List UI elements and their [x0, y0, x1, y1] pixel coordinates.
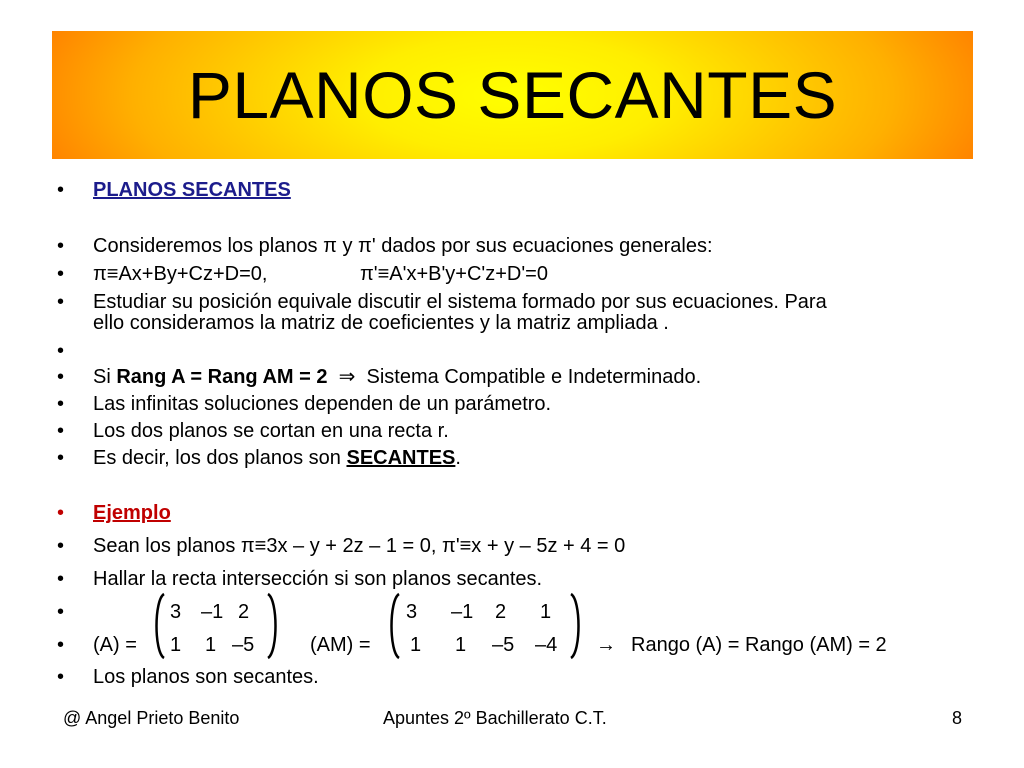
bullet: •: [57, 502, 65, 524]
footer-author: @ Angel Prieto Benito: [63, 708, 240, 728]
matrix-am-cell: 1: [455, 634, 467, 656]
example-task: Hallar la recta intersección si son planos secantes.: [93, 568, 543, 590]
result-arrow-icon: →: [596, 634, 616, 656]
implies-arrow: ⇒: [338, 366, 356, 388]
footer-page-number: 8: [952, 708, 963, 728]
matrix-a-cell: –1: [201, 601, 224, 623]
bullet: •: [57, 420, 65, 442]
matrix-am-cell: 1: [540, 601, 552, 623]
plane-equation-2: π'≡A'x+B'y+C'z+D'=0: [360, 263, 548, 285]
bullet: •: [57, 568, 65, 590]
bullet: •: [57, 535, 65, 557]
matrix-am-cell: 2: [495, 601, 507, 623]
matrix-am-label: (AM) =: [310, 634, 371, 656]
plane-equation-1: π≡Ax+By+Cz+D=0,: [93, 263, 268, 285]
bullet: •: [57, 291, 65, 313]
solutions-text: Las infinitas soluciones dependen de un parámetro.: [93, 393, 552, 415]
matrix-am-cell: –5: [492, 634, 515, 656]
rank-condition: [93, 365, 701, 389]
matrix-am-cell: –1: [451, 601, 474, 623]
bullet: •: [57, 263, 65, 285]
rank-equality: Rang A = Rang AM = 2: [116, 366, 328, 388]
bullet: •: [57, 366, 65, 388]
matrix-a-label: (A) =: [93, 634, 137, 656]
right-bracket-a: [268, 594, 276, 658]
bullet: •: [57, 340, 65, 362]
conclusion-text: Los planos son secantes.: [93, 666, 319, 688]
matrix-a-cell: 3: [170, 601, 182, 623]
system-type: Sistema Compatible e Indeterminado.: [366, 366, 702, 388]
bullet: •: [57, 666, 65, 688]
matrix-am-cell: –4: [535, 634, 558, 656]
right-bracket-am: [571, 594, 579, 658]
bullet: •: [57, 447, 65, 469]
example-planes: Sean los planos π≡3x – y + 2z – 1 = 0, π'≡x + y – 5z + 4 = 0: [93, 535, 626, 557]
matrix-am-cell: 3: [406, 601, 418, 623]
bullet: •: [57, 235, 65, 257]
matrix-a-cell: 1: [205, 634, 217, 656]
secantes-text: [93, 446, 461, 470]
rank-result: Rango (A) = Rango (AM) = 2: [631, 634, 887, 656]
matrix-a-cell: 2: [238, 601, 250, 623]
consider-text: Consideremos los planos π y π' dados por sus ecuaciones generales:: [93, 235, 713, 257]
example-heading: Ejemplo: [93, 502, 171, 524]
bullet: •: [57, 393, 65, 415]
secantes-word: SECANTES: [346, 447, 456, 469]
secantes-pre: Es decir, los dos planos son: [93, 447, 347, 469]
rank-pre: Si: [93, 366, 117, 388]
study-text-line1: Estudiar su posición equivale discutir el sistema formado por sus ecuaciones. Para: [93, 291, 827, 313]
matrix-a-cell: –5: [232, 634, 255, 656]
left-bracket-a: [157, 594, 165, 658]
matrix-am-cell: 1: [410, 634, 422, 656]
secantes-post: .: [455, 447, 461, 469]
bullet: •: [57, 179, 65, 201]
planes-cut-text: Los dos planos se cortan en una recta r.: [93, 420, 449, 442]
footer-course: Apuntes 2º Bachillerato C.T.: [383, 708, 607, 728]
title-banner: [52, 31, 973, 159]
study-text-line2: ello consideramos la matriz de coeficientes y la matriz ampliada .: [93, 312, 669, 334]
section-heading: PLANOS SECANTES: [93, 179, 291, 201]
slide-title: PLANOS SECANTES: [187, 58, 838, 132]
bullet: •: [57, 601, 65, 623]
matrix-a-cell: 1: [170, 634, 182, 656]
left-bracket-am: [392, 594, 400, 658]
bullet: •: [57, 634, 65, 656]
